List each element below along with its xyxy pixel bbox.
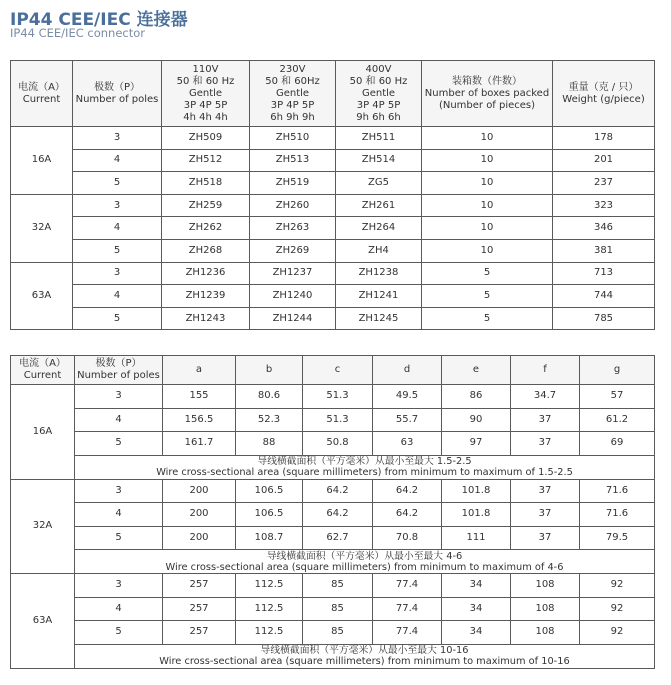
header-current-cn: 电流（A） — [19, 358, 66, 369]
dim-cell: 50.8 — [303, 432, 373, 456]
code-230v-cell: ZH269 — [250, 239, 336, 262]
header-current-cn: 电流（A） — [18, 81, 65, 93]
weight-cell: 381 — [553, 239, 655, 262]
dim-cell: 37 — [511, 526, 580, 550]
code-230v-cell: ZH260 — [250, 194, 336, 217]
header-line: 4h 4h 4h — [183, 111, 228, 123]
current-cell: 32A — [11, 479, 75, 574]
table-row — [11, 172, 655, 195]
dim-cell: 101.8 — [442, 503, 511, 527]
header-current — [11, 356, 75, 385]
dim-cell: 257 — [163, 574, 236, 598]
wire-note-cn: 导线横截面积（平方毫米）从最小至最大 1.5-2.5 — [257, 456, 472, 467]
header-dim-a: a — [163, 356, 236, 385]
header-line: 6h 9h 9h — [270, 111, 315, 123]
dim-cell: 108 — [511, 574, 580, 598]
dim-cell: 85 — [303, 574, 373, 598]
code-110v-cell: ZH509 — [162, 127, 250, 150]
wire-note-cn: 导线横截面积（平方毫米）从最小至最大 10-16 — [260, 645, 469, 656]
poles-cell: 5 — [75, 621, 163, 645]
weight-cell: 346 — [553, 217, 655, 240]
wire-note-row — [11, 644, 655, 668]
table-row — [11, 479, 655, 503]
poles-cell: 3 — [75, 574, 163, 598]
table-row — [11, 127, 655, 150]
header-line: Gentle — [361, 87, 396, 99]
dim-cell: 69 — [580, 432, 655, 456]
dim-cell: 71.6 — [580, 479, 655, 503]
code-230v-cell: ZH513 — [250, 149, 336, 172]
code-110v-cell: ZH518 — [162, 172, 250, 195]
wire-note-en: Wire cross-sectional area (square millimeters) from minimum to maximum of 1.5-2.5 — [156, 467, 573, 478]
code-400v-cell: ZH1241 — [336, 285, 422, 308]
code-230v-cell: ZH263 — [250, 217, 336, 240]
boxes-cell: 10 — [422, 172, 553, 195]
header-line: 50 和 60 Hz — [176, 75, 235, 87]
dim-cell: 92 — [580, 574, 655, 598]
wire-note-row — [11, 455, 655, 479]
dim-cell: 200 — [163, 479, 236, 503]
page-subtitle: IP44 CEE/IEC connector — [10, 26, 146, 40]
poles-cell: 4 — [73, 285, 162, 308]
header-line: 110V — [192, 63, 219, 75]
header-dim-d: d — [373, 356, 442, 385]
dim-cell: 37 — [511, 479, 580, 503]
code-400v-cell: ZH264 — [336, 217, 422, 240]
code-110v-cell: ZH268 — [162, 239, 250, 262]
table-row — [11, 597, 655, 621]
poles-cell: 3 — [75, 479, 163, 503]
code-110v-cell: ZH262 — [162, 217, 250, 240]
header-dim-f: f — [511, 356, 580, 385]
boxes-cell: 10 — [422, 127, 553, 150]
header-current-en: Current — [22, 93, 61, 105]
boxes-cell: 10 — [422, 239, 553, 262]
table-header-row — [11, 61, 655, 127]
dim-cell: 57 — [580, 385, 655, 409]
poles-cell: 4 — [75, 408, 163, 432]
dim-cell: 156.5 — [163, 408, 236, 432]
dim-cell: 37 — [511, 408, 580, 432]
poles-cell: 4 — [75, 597, 163, 621]
dim-cell: 37 — [511, 432, 580, 456]
table-row — [11, 574, 655, 598]
code-230v-cell: ZH519 — [250, 172, 336, 195]
poles-cell: 4 — [73, 217, 162, 240]
current-cell: 16A — [11, 127, 73, 195]
header-230v — [250, 61, 336, 127]
header-poles-cn: 极数（P） — [95, 358, 142, 369]
header-dim-e: e — [442, 356, 511, 385]
dim-cell: 49.5 — [373, 385, 442, 409]
dim-cell: 37 — [511, 503, 580, 527]
header-line: 3P 4P 5P — [356, 99, 401, 111]
dim-cell: 112.5 — [236, 574, 303, 598]
code-230v-cell: ZH1244 — [250, 307, 336, 330]
current-cell: 32A — [11, 194, 73, 262]
table-row — [11, 149, 655, 172]
boxes-cell: 5 — [422, 285, 553, 308]
header-line: 3P 4P 5P — [183, 99, 228, 111]
dim-cell: 108 — [511, 621, 580, 645]
dim-cell: 62.7 — [303, 526, 373, 550]
boxes-cell: 10 — [422, 217, 553, 240]
code-400v-cell: ZH514 — [336, 149, 422, 172]
header-dim-c: c — [303, 356, 373, 385]
header-poles-cn: 极数（P） — [93, 81, 141, 93]
dim-cell: 85 — [303, 621, 373, 645]
dim-cell: 34.7 — [511, 385, 580, 409]
weight-cell: 201 — [553, 149, 655, 172]
poles-cell: 4 — [75, 503, 163, 527]
dim-cell: 92 — [580, 597, 655, 621]
table-row — [11, 194, 655, 217]
table-header-row — [11, 356, 655, 385]
code-230v-cell: ZH1237 — [250, 262, 336, 285]
weight-cell: 323 — [553, 194, 655, 217]
current-cell: 16A — [11, 385, 75, 480]
dim-cell: 200 — [163, 503, 236, 527]
header-line: 230V — [279, 63, 306, 75]
dim-cell: 77.4 — [373, 597, 442, 621]
dim-cell: 85 — [303, 597, 373, 621]
poles-cell: 3 — [73, 127, 162, 150]
dim-cell: 106.5 — [236, 479, 303, 503]
table-row — [11, 526, 655, 550]
dim-cell: 108.7 — [236, 526, 303, 550]
dim-cell: 97 — [442, 432, 511, 456]
dim-cell: 86 — [442, 385, 511, 409]
weight-cell: 178 — [553, 127, 655, 150]
dim-cell: 101.8 — [442, 479, 511, 503]
dim-cell: 257 — [163, 621, 236, 645]
header-line: Weight (g/piece) — [562, 93, 645, 105]
header-dim-g: g — [580, 356, 655, 385]
dim-cell: 61.2 — [580, 408, 655, 432]
header-line: 9h 6h 6h — [356, 111, 401, 123]
dim-cell: 112.5 — [236, 621, 303, 645]
dim-cell: 70.8 — [373, 526, 442, 550]
header-line: 装箱数（件数） — [452, 75, 522, 87]
header-dim-b: b — [236, 356, 303, 385]
dim-cell: 64.2 — [303, 503, 373, 527]
table-row — [11, 408, 655, 432]
header-poles — [75, 356, 163, 385]
table-row — [11, 262, 655, 285]
current-cell: 63A — [11, 262, 73, 330]
dim-cell: 51.3 — [303, 385, 373, 409]
code-230v-cell: ZH1240 — [250, 285, 336, 308]
code-110v-cell: ZH512 — [162, 149, 250, 172]
dim-cell: 63 — [373, 432, 442, 456]
header-boxes — [422, 61, 553, 127]
dim-cell: 92 — [580, 621, 655, 645]
poles-cell: 4 — [73, 149, 162, 172]
table-row — [11, 285, 655, 308]
dimensions-table — [10, 355, 655, 669]
table-row — [11, 621, 655, 645]
dim-cell: 71.6 — [580, 503, 655, 527]
wire-area-note — [75, 550, 655, 574]
dim-cell: 111 — [442, 526, 511, 550]
wire-note-cn: 导线横截面积（平方毫米）从最小至最大 4-6 — [266, 550, 463, 562]
code-400v-cell: ZH4 — [336, 239, 422, 262]
code-400v-cell: ZH1245 — [336, 307, 422, 330]
wire-area-note — [75, 644, 655, 668]
code-110v-cell: ZH1236 — [162, 262, 250, 285]
code-110v-cell: ZH1239 — [162, 285, 250, 308]
page-title: IP44 CEE/IEC 连接器 — [10, 10, 188, 30]
dim-cell: 88 — [236, 432, 303, 456]
poles-cell: 3 — [73, 262, 162, 285]
poles-cell: 5 — [73, 239, 162, 262]
poles-cell: 5 — [75, 526, 163, 550]
dim-cell: 55.7 — [373, 408, 442, 432]
table-row — [11, 307, 655, 330]
header-line: (Number of pieces) — [438, 99, 536, 111]
dim-cell: 155 — [163, 385, 236, 409]
dim-cell: 52.3 — [236, 408, 303, 432]
table-row — [11, 239, 655, 262]
code-400v-cell: ZH261 — [336, 194, 422, 217]
header-current — [11, 61, 73, 127]
boxes-cell: 5 — [422, 262, 553, 285]
dim-cell: 64.2 — [303, 479, 373, 503]
product-code-table — [10, 60, 655, 330]
poles-cell: 5 — [73, 172, 162, 195]
header-line: 50 和 60 Hz — [349, 75, 408, 87]
dim-cell: 90 — [442, 408, 511, 432]
wire-note-en: Wire cross-sectional area (square millimeters) from minimum to maximum of 4-6 — [165, 561, 564, 573]
dim-cell: 257 — [163, 597, 236, 621]
poles-cell: 3 — [73, 194, 162, 217]
dim-cell: 77.4 — [373, 574, 442, 598]
dim-cell: 34 — [442, 597, 511, 621]
header-line: 400V — [365, 63, 392, 75]
weight-cell: 744 — [553, 285, 655, 308]
weight-cell: 237 — [553, 172, 655, 195]
dim-cell: 79.5 — [580, 526, 655, 550]
header-poles — [73, 61, 162, 127]
header-line: Number of boxes packed — [424, 87, 550, 99]
code-400v-cell: ZH511 — [336, 127, 422, 150]
wire-note-en: Wire cross-sectional area (square millimeters) from minimum to maximum of 10-16 — [159, 656, 570, 667]
code-400v-cell: ZG5 — [336, 172, 422, 195]
code-230v-cell: ZH510 — [250, 127, 336, 150]
poles-cell: 5 — [75, 432, 163, 456]
header-line: 3P 4P 5P — [270, 99, 315, 111]
header-line: 50 和 60Hz — [265, 75, 320, 87]
dim-cell: 34 — [442, 574, 511, 598]
dim-cell: 51.3 — [303, 408, 373, 432]
table-row — [11, 217, 655, 240]
dim-cell: 106.5 — [236, 503, 303, 527]
header-poles-en: Number of poles — [75, 93, 159, 105]
table-row — [11, 503, 655, 527]
dim-cell: 77.4 — [373, 621, 442, 645]
dim-cell: 80.6 — [236, 385, 303, 409]
code-110v-cell: ZH1243 — [162, 307, 250, 330]
header-400v — [336, 61, 422, 127]
header-line: Gentle — [275, 87, 310, 99]
weight-cell: 785 — [553, 307, 655, 330]
wire-area-note — [75, 455, 655, 479]
code-110v-cell: ZH259 — [162, 194, 250, 217]
boxes-cell: 5 — [422, 307, 553, 330]
code-400v-cell: ZH1238 — [336, 262, 422, 285]
header-line: 重量（克 / 只） — [568, 81, 639, 93]
header-poles-en: Number of poles — [77, 370, 160, 381]
dim-cell: 64.2 — [373, 479, 442, 503]
dim-cell: 161.7 — [163, 432, 236, 456]
dim-cell: 200 — [163, 526, 236, 550]
table-row — [11, 432, 655, 456]
dim-cell: 64.2 — [373, 503, 442, 527]
poles-cell: 5 — [73, 307, 162, 330]
boxes-cell: 10 — [422, 194, 553, 217]
current-cell: 63A — [11, 574, 75, 669]
dim-cell: 108 — [511, 597, 580, 621]
boxes-cell: 10 — [422, 149, 553, 172]
header-line: Gentle — [188, 87, 223, 99]
dim-cell: 112.5 — [236, 597, 303, 621]
poles-cell: 3 — [75, 385, 163, 409]
dim-cell: 34 — [442, 621, 511, 645]
wire-note-row — [11, 550, 655, 574]
header-current-en: Current — [23, 370, 62, 381]
weight-cell: 713 — [553, 262, 655, 285]
header-weight — [553, 61, 655, 127]
header-110v — [162, 61, 250, 127]
table-row — [11, 385, 655, 409]
